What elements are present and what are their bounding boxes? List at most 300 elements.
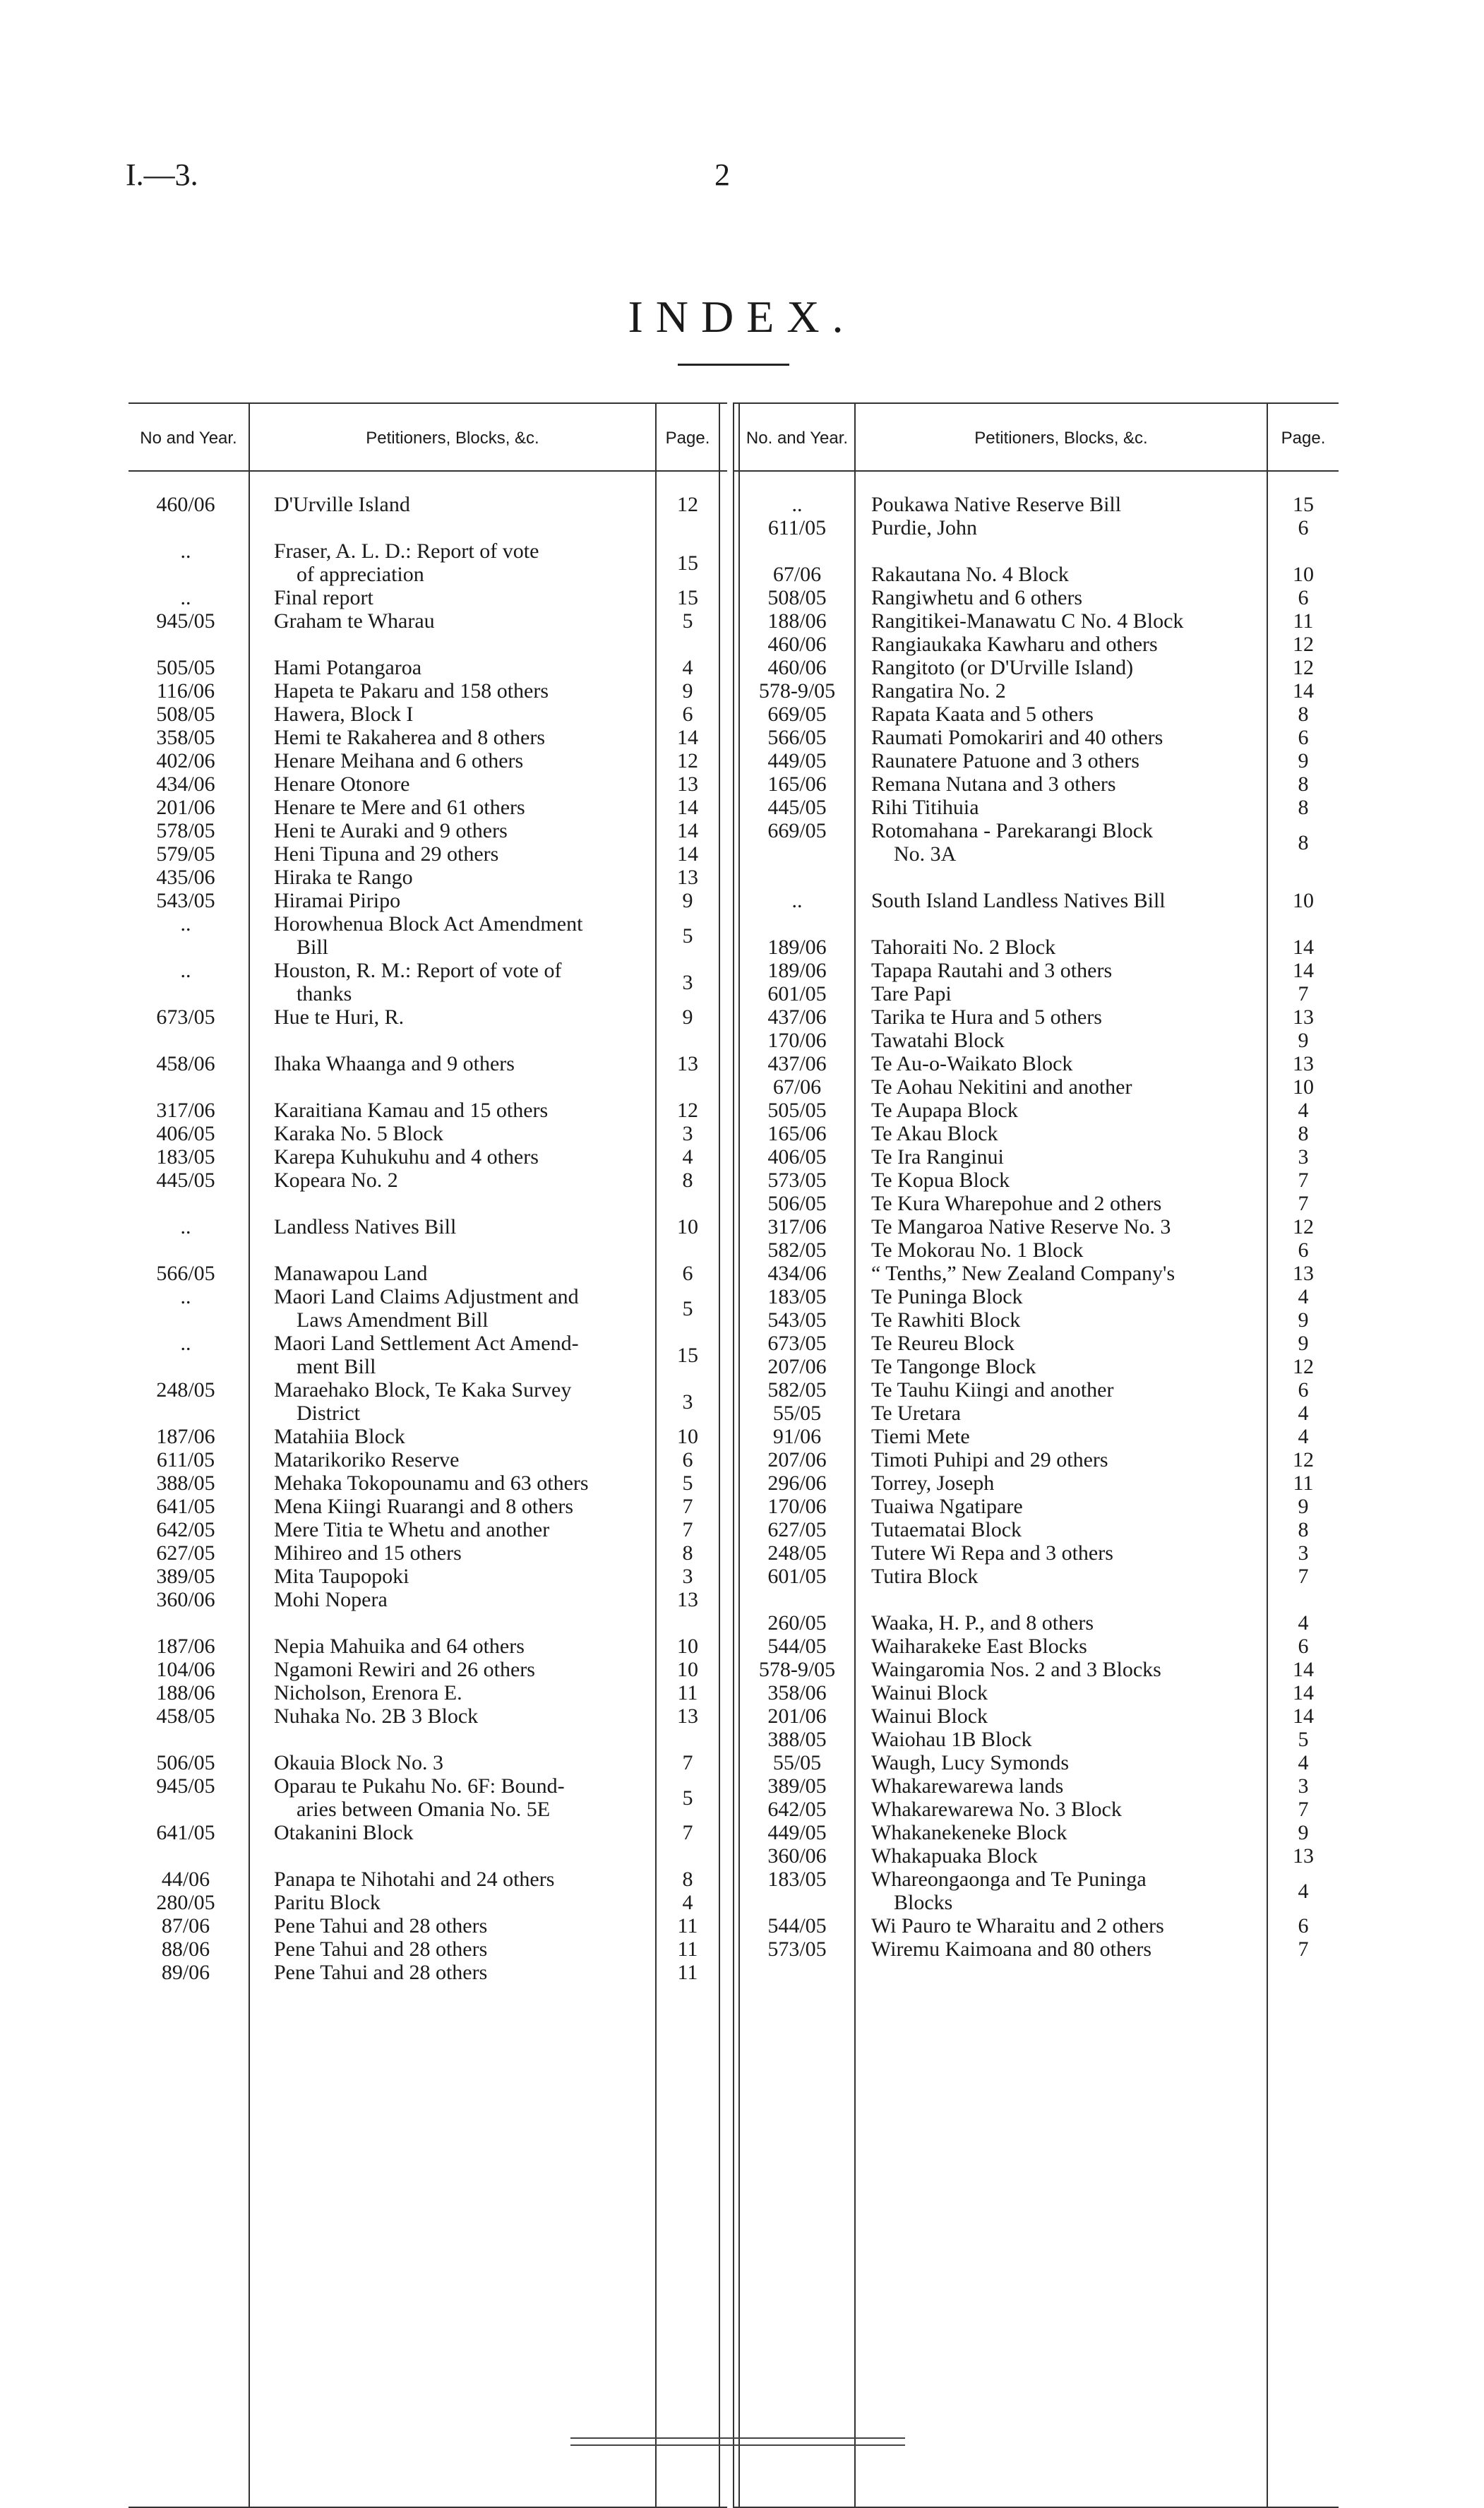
entry-number: 188/06: [156, 1681, 215, 1704]
entry-page: 12: [1293, 1215, 1314, 1238]
index-entry: [128, 1262, 727, 1285]
entry-name: [274, 1541, 655, 1565]
entry-number: 165/06: [767, 1122, 827, 1145]
entry-page: 4: [1298, 1285, 1309, 1308]
index-entry: [128, 1635, 727, 1658]
entry-page: 5: [682, 1296, 693, 1320]
entry-name-continuation: District: [297, 1402, 360, 1425]
entry-name: [274, 1332, 655, 1378]
index-entry: [128, 1914, 727, 1937]
entry-page: 14: [677, 796, 698, 819]
entry-number: 201/06: [156, 796, 215, 819]
index-entry: [128, 679, 727, 703]
entry-page: 9: [1298, 1821, 1309, 1844]
entry-name: [871, 1005, 1267, 1029]
col-header-page: Page.: [1281, 429, 1326, 448]
entry-name: [274, 1774, 655, 1821]
entry-page: 7: [682, 1495, 693, 1518]
entry-number: 188/06: [767, 609, 827, 633]
entry-name: [274, 1891, 655, 1914]
index-entry: [128, 1588, 727, 1611]
entry-page: 7: [1298, 1565, 1309, 1588]
entry-name: [871, 1099, 1267, 1122]
entry-page: 9: [1298, 1029, 1309, 1052]
entry-number: ..: [180, 586, 191, 609]
entry-page: 11: [677, 1914, 698, 1937]
index-entry: [128, 1704, 727, 1728]
entry-number: 449/05: [767, 1821, 827, 1844]
entry-name-line: Otakanini Block: [274, 1821, 414, 1844]
entry-number: 642/05: [156, 1518, 215, 1541]
entry-name: [871, 819, 1267, 866]
index-entry: [733, 1378, 1339, 1402]
index-entry: [733, 796, 1339, 819]
entry-page: 12: [1293, 1355, 1314, 1378]
entry-number: 460/06: [767, 656, 827, 679]
entry-page: 7: [1298, 1798, 1309, 1821]
entry-name-continuation: thanks: [297, 982, 352, 1005]
index-entry: [128, 1005, 727, 1029]
index-entry: [733, 1355, 1339, 1378]
entry-number: 505/05: [156, 656, 215, 679]
entry-name: [871, 1145, 1267, 1169]
index-entry: [128, 726, 727, 749]
entry-name-continuation: aries between Omania No. 5E: [297, 1798, 551, 1821]
entry-name: [274, 866, 655, 889]
entry-name: [871, 1704, 1267, 1728]
entry-number: 67/06: [772, 1075, 822, 1099]
index-entry: [733, 1635, 1339, 1658]
entry-name-continuation: ment Bill: [297, 1355, 376, 1378]
entry-name-line: Tutere Wi Repa and 3 others: [871, 1541, 1113, 1565]
entry-name: [871, 656, 1267, 679]
entry-name: [871, 1937, 1267, 1961]
entry-name: [274, 1215, 655, 1238]
entry-name-line: Hapeta te Pakaru and 158 others: [274, 679, 549, 703]
entry-name-line: Hiraka te Rango: [274, 866, 413, 889]
entry-name-line: South Island Landless Natives Bill: [871, 889, 1166, 912]
entry-name: [871, 1774, 1267, 1798]
entry-name: [871, 1052, 1267, 1075]
entry-number: 573/05: [767, 1937, 827, 1961]
index-entry: [128, 1681, 727, 1704]
entry-number: 573/05: [767, 1169, 827, 1192]
entry-number: 582/05: [767, 1238, 827, 1262]
index-entry: [128, 1332, 727, 1378]
entry-name-line: Whakarewarewa lands: [871, 1774, 1064, 1798]
entry-name-line: Rangitoto (or D'Urville Island): [871, 656, 1134, 679]
entry-name: [871, 1681, 1267, 1704]
entry-page: 4: [1298, 1611, 1309, 1635]
entry-name: [871, 1751, 1267, 1774]
entry-page: 3: [682, 1565, 693, 1588]
entry-number: 207/06: [767, 1448, 827, 1471]
index-entry: [733, 772, 1339, 796]
entry-number: 388/05: [767, 1728, 827, 1751]
entry-name-line: Te Akau Block: [871, 1122, 998, 1145]
entry-number: 460/06: [767, 633, 827, 656]
entry-number: ..: [180, 912, 191, 936]
index-entry: [733, 1215, 1339, 1238]
entry-number: 358/05: [156, 726, 215, 749]
entry-name: [274, 1285, 655, 1332]
entry-name-line: Heni Tipuna and 29 others: [274, 842, 499, 866]
entry-number: 201/06: [767, 1704, 827, 1728]
entry-name-line: Ihaka Whaanga and 9 others: [274, 1052, 515, 1075]
index-entry: [733, 936, 1339, 959]
left-index-table: [128, 395, 727, 2504]
entry-name-line: Te Aupapa Block: [871, 1099, 1018, 1122]
entry-name-line: Mita Taupopoki: [274, 1565, 409, 1588]
entry-name: [871, 703, 1267, 726]
index-entry: [128, 749, 727, 772]
entry-number: 187/06: [156, 1425, 215, 1448]
entry-page: 14: [677, 819, 698, 842]
entry-name-line: Mena Kiingi Ruarangi and 8 others: [274, 1495, 574, 1518]
index-entry: [733, 1937, 1339, 1961]
index-entry: [733, 1052, 1339, 1075]
entry-name-line: Matahiia Block: [274, 1425, 405, 1448]
index-entry: [733, 493, 1339, 516]
entry-name: [274, 726, 655, 749]
entry-page: 11: [677, 1681, 698, 1704]
index-entry: [733, 1099, 1339, 1122]
index-entry: [733, 1192, 1339, 1215]
entry-page: 4: [1298, 1099, 1309, 1122]
index-entry: [733, 1169, 1339, 1192]
entry-page: 9: [682, 889, 693, 912]
index-entry: [733, 1285, 1339, 1308]
index-entry: [128, 1448, 727, 1471]
index-entry: [128, 1891, 727, 1914]
entry-name: [871, 1448, 1267, 1471]
entry-name: [274, 1052, 655, 1075]
index-entry: [128, 1541, 727, 1565]
entry-page: 5: [682, 1471, 693, 1495]
entry-number: 582/05: [767, 1378, 827, 1402]
index-entry: [128, 493, 727, 516]
entry-name-line: Te Rawhiti Block: [871, 1308, 1021, 1332]
entry-number: ..: [180, 1285, 191, 1308]
entry-number: 189/06: [767, 936, 827, 959]
entry-number: 104/06: [156, 1658, 215, 1681]
entry-number: 207/06: [767, 1355, 827, 1378]
index-entry: [733, 609, 1339, 633]
entry-page: 12: [1293, 1448, 1314, 1471]
entry-name-line: Tapapa Rautahi and 3 others: [871, 959, 1113, 982]
entry-number: 579/05: [156, 842, 215, 866]
index-entry: [733, 633, 1339, 656]
entry-name: [274, 1145, 655, 1169]
entry-number: 669/05: [767, 819, 827, 842]
entry-name-line: Waugh, Lucy Symonds: [871, 1751, 1070, 1774]
entry-name-line: Remana Nutana and 3 others: [871, 772, 1116, 796]
entry-name: [274, 1518, 655, 1541]
index-entry: [733, 982, 1339, 1005]
entry-page: 10: [677, 1635, 698, 1658]
entry-name-line: Whakanekeneke Block: [871, 1821, 1067, 1844]
entry-page: 12: [1293, 633, 1314, 656]
index-entry: [733, 1402, 1339, 1425]
entry-page: 6: [1298, 516, 1309, 539]
entry-number: 389/05: [767, 1774, 827, 1798]
entry-name: [274, 889, 655, 912]
entry-number: 248/05: [156, 1378, 215, 1402]
entry-name-line: Tarika te Hura and 5 others: [871, 1005, 1102, 1029]
entry-number: 434/06: [156, 772, 215, 796]
entry-name-line: Nicholson, Erenora E.: [274, 1681, 462, 1704]
entry-name: [871, 1658, 1267, 1681]
entry-name-line: Rangitikei-Manawatu C No. 4 Block: [871, 609, 1184, 633]
entry-number: 317/06: [156, 1099, 215, 1122]
index-entry: [128, 586, 727, 609]
index-entry: [128, 842, 727, 866]
index-entry: [733, 1821, 1339, 1844]
entry-number: ..: [791, 889, 803, 912]
entry-name: [274, 1914, 655, 1937]
entry-name-line: Houston, R. M.: Report of vote of: [274, 959, 562, 982]
entry-page: 13: [677, 1588, 698, 1611]
entry-name: [274, 1448, 655, 1471]
entry-number: 578/05: [156, 819, 215, 842]
entry-name-line: Te Tangonge Block: [871, 1355, 1036, 1378]
entry-name: [871, 493, 1267, 516]
entry-name-line: Tutaematai Block: [871, 1518, 1022, 1541]
entry-name: [871, 1308, 1267, 1332]
entry-page: 11: [677, 1961, 698, 1984]
index-entry: [128, 1658, 727, 1681]
entry-name: [274, 959, 655, 1005]
entry-name: [274, 493, 655, 516]
entry-name: [871, 1728, 1267, 1751]
entry-page: 9: [1298, 749, 1309, 772]
entry-name: [274, 1262, 655, 1285]
index-entry: [733, 1495, 1339, 1518]
series-code: I.—3.: [126, 157, 198, 192]
entry-name-line: Maraehako Block, Te Kaka Survey: [274, 1378, 572, 1402]
entry-name: [871, 1238, 1267, 1262]
entry-name-line: Hemi te Rakaherea and 8 others: [274, 726, 546, 749]
entry-name: [871, 1355, 1267, 1378]
entry-name: [871, 1565, 1267, 1588]
index-entry: [128, 912, 727, 959]
entry-name: [871, 609, 1267, 633]
entry-number: 317/06: [767, 1215, 827, 1238]
index-entry: [733, 1238, 1339, 1262]
entry-page: 8: [1298, 1518, 1309, 1541]
entry-number: 673/05: [156, 1005, 215, 1029]
entry-name-line: Henare Otonore: [274, 772, 410, 796]
entry-name: [274, 1425, 655, 1448]
entry-page: 12: [677, 493, 698, 516]
entry-name-line: Karaka No. 5 Block: [274, 1122, 443, 1145]
entry-name: [871, 1471, 1267, 1495]
entry-name-line: Horowhenua Block Act Amendment: [274, 912, 583, 936]
entry-number: 360/06: [767, 1844, 827, 1868]
entry-name: [274, 609, 655, 633]
entry-number: 116/06: [156, 679, 215, 703]
entry-number: 506/05: [767, 1192, 827, 1215]
entry-number: 260/05: [767, 1611, 827, 1635]
entry-page: 14: [1293, 679, 1314, 703]
entry-name: [274, 1565, 655, 1588]
entry-number: 360/06: [156, 1588, 215, 1611]
entry-page: 5: [682, 1786, 693, 1810]
entry-name-line: Te Au-o-Waikato Block: [871, 1052, 1073, 1075]
entry-number: 566/05: [156, 1262, 215, 1285]
entry-name: [871, 1635, 1267, 1658]
entry-name: [274, 912, 655, 959]
entry-number: 89/06: [161, 1961, 210, 1984]
entry-name-line: Tawatahi Block: [871, 1029, 1005, 1052]
entry-page: 13: [1293, 1052, 1314, 1075]
entry-number: ..: [180, 539, 191, 563]
entry-number: 506/05: [156, 1751, 215, 1774]
entry-name-line: Tuaiwa Ngatipare: [871, 1495, 1023, 1518]
entry-page: 15: [1293, 493, 1314, 516]
entry-name: [274, 796, 655, 819]
col-header-no-year: No and Year.: [140, 429, 237, 448]
entry-name: [871, 1075, 1267, 1099]
entry-page: 8: [1298, 703, 1309, 726]
entry-page: 10: [677, 1658, 698, 1681]
entry-name: [274, 1751, 655, 1774]
entry-name: [871, 563, 1267, 586]
col-header-petitioners: Petitioners, Blocks, &c.: [974, 429, 1148, 448]
index-entry: [733, 1914, 1339, 1937]
entry-name-line: Rangiaukaka Kawharu and others: [871, 633, 1158, 656]
entry-page: 10: [1293, 1075, 1314, 1099]
entry-name-continuation: of appreciation: [297, 563, 424, 586]
entry-name-line: Panapa te Nihotahi and 24 others: [274, 1868, 555, 1891]
entry-name: [871, 1611, 1267, 1635]
entry-page: 12: [677, 1099, 698, 1122]
entry-page: 9: [1298, 1495, 1309, 1518]
header-rule: [733, 470, 1339, 472]
entry-name-line: Rangiwhetu and 6 others: [871, 586, 1083, 609]
entry-number: 611/05: [767, 516, 827, 539]
entry-page: 11: [1293, 609, 1314, 633]
entry-name-line: Te Tauhu Kiingi and another: [871, 1378, 1114, 1402]
entry-name-line: D'Urville Island: [274, 493, 410, 516]
index-entry: [733, 1704, 1339, 1728]
index-entry: [733, 1122, 1339, 1145]
entry-name-line: Te Aohau Nekitini and another: [871, 1075, 1132, 1099]
entry-name-line: Wiremu Kaimoana and 80 others: [871, 1937, 1152, 1961]
entry-number: 544/05: [767, 1635, 827, 1658]
entry-page: 11: [1293, 1471, 1314, 1495]
entry-page: 10: [1293, 889, 1314, 912]
entry-page: 15: [677, 551, 698, 575]
entry-page: 6: [1298, 1914, 1309, 1937]
entry-name-line: Okauia Block No. 3: [274, 1751, 443, 1774]
entry-page: 5: [1298, 1728, 1309, 1751]
entry-page: 4: [1298, 1425, 1309, 1448]
entry-number: 170/06: [767, 1495, 827, 1518]
right-index-table: [733, 395, 1339, 2504]
index-entry: [733, 1005, 1339, 1029]
entry-name-line: Final report: [274, 586, 373, 609]
entry-page: 13: [1293, 1262, 1314, 1285]
entry-name-line: Rapata Kaata and 5 others: [871, 703, 1094, 726]
entry-number: 627/05: [767, 1518, 827, 1541]
entry-name-line: Te Puninga Block: [871, 1285, 1023, 1308]
index-entry: [733, 1844, 1339, 1868]
entry-page: 12: [677, 749, 698, 772]
entry-page: 13: [677, 866, 698, 889]
entry-name: [871, 1332, 1267, 1355]
entry-name-line: “ Tenths,” New Zealand Company's: [871, 1262, 1175, 1285]
index-entry: [128, 539, 727, 586]
index-entry: [733, 1798, 1339, 1821]
index-entry: [733, 749, 1339, 772]
entry-name: [871, 959, 1267, 982]
entry-number: 183/05: [767, 1868, 827, 1891]
entry-name: [871, 679, 1267, 703]
entry-page: 10: [1293, 563, 1314, 586]
entry-number: 389/05: [156, 1565, 215, 1588]
entry-number: 673/05: [767, 1332, 827, 1355]
index-entry: [128, 1937, 727, 1961]
index-entry: [128, 772, 727, 796]
entry-name-line: Tiemi Mete: [871, 1425, 970, 1448]
entry-name: [274, 656, 655, 679]
entry-number: 67/06: [772, 563, 822, 586]
entry-name-line: Hue te Huri, R.: [274, 1005, 405, 1029]
entry-number: 578-9/05: [758, 1658, 836, 1681]
col-header-petitioners: Petitioners, Blocks, &c.: [366, 429, 539, 448]
table-top-rule: [733, 402, 1339, 404]
entry-page: 7: [1298, 1169, 1309, 1192]
index-entry: [128, 1215, 727, 1238]
entry-number: 945/05: [156, 609, 215, 633]
index-entry: [128, 959, 727, 1005]
entry-page: 8: [1298, 772, 1309, 796]
entry-name-line: Hiramai Piripo: [274, 889, 401, 912]
entry-name-line: Nuhaka No. 2B 3 Block: [274, 1704, 479, 1728]
entry-number: 458/05: [156, 1704, 215, 1728]
entry-name-line: Whakapuaka Block: [871, 1844, 1038, 1868]
entry-name: [274, 1495, 655, 1518]
entry-name: [871, 1029, 1267, 1052]
entry-name-line: Rangatira No. 2: [871, 679, 1006, 703]
entry-name: [274, 679, 655, 703]
entry-number: 508/05: [156, 703, 215, 726]
entry-number: 189/06: [767, 959, 827, 982]
entry-name-continuation: Laws Amendment Bill: [297, 1308, 489, 1332]
entry-page: 6: [1298, 1238, 1309, 1262]
index-entry: [733, 1029, 1339, 1052]
entry-page: 13: [1293, 1005, 1314, 1029]
entry-name: [871, 1518, 1267, 1541]
entry-name-line: Pene Tahui and 28 others: [274, 1914, 488, 1937]
index-entry: [128, 1378, 727, 1425]
entry-number: 434/06: [767, 1262, 827, 1285]
entry-name-line: Maori Land Settlement Act Amend-: [274, 1332, 579, 1355]
entry-page: 3: [682, 970, 693, 994]
entry-number: 458/06: [156, 1052, 215, 1075]
entry-name: [871, 1914, 1267, 1937]
entry-name: [274, 703, 655, 726]
entry-name-line: Te Mangaroa Native Reserve No. 3: [871, 1215, 1171, 1238]
entry-page: 14: [1293, 1658, 1314, 1681]
index-entry: [733, 679, 1339, 703]
entry-page: 14: [677, 726, 698, 749]
entry-name: [871, 772, 1267, 796]
index-entry: [128, 1122, 727, 1145]
page-title: INDEX.: [628, 292, 856, 342]
entry-number: 358/06: [767, 1681, 827, 1704]
